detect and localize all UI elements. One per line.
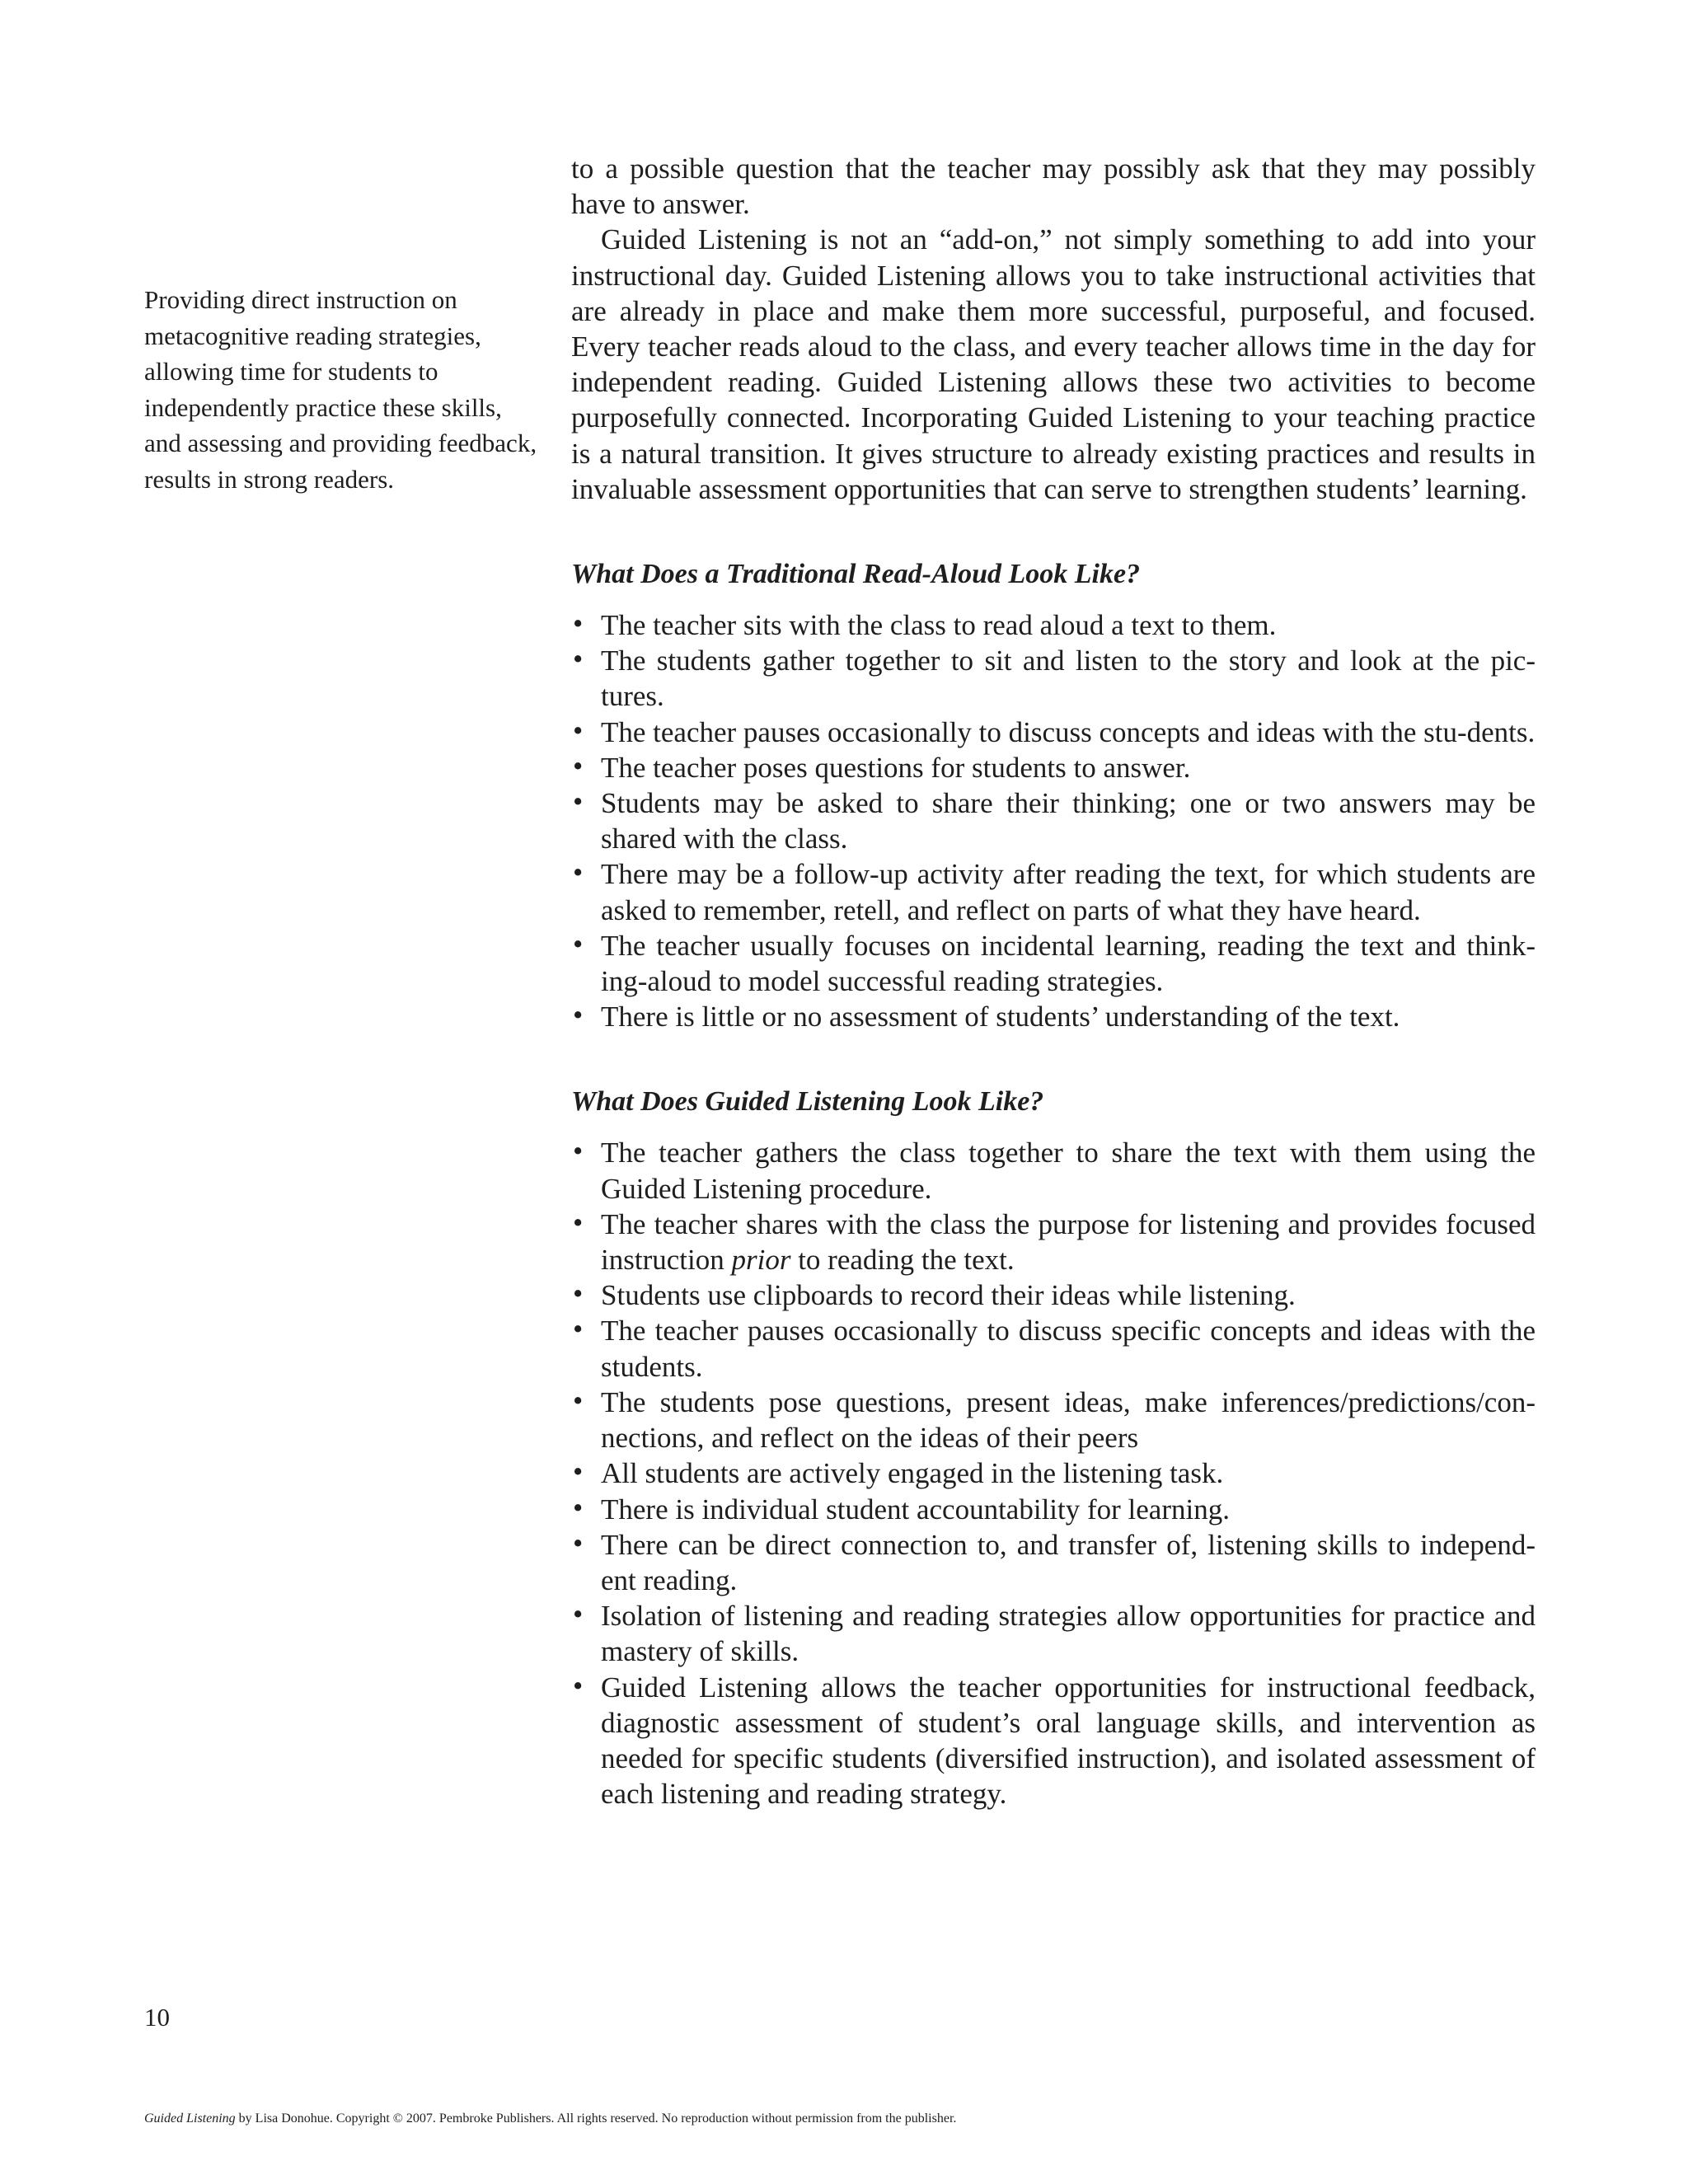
traditional-read-aloud-list [571,607,1536,1034]
section-heading-guided-listening: What Does Guided Listening Look Like? [571,1086,1044,1118]
list-item: • Students may be asked to share their thinking; one or two answers may be shared with the class. [573,785,1536,855]
bullet-icon: • [573,785,584,818]
list-item: • Students use clipboards to record their ideas while listening. [573,1277,1296,1312]
footer-book-title: Guided Listening [144,2111,236,2125]
list-item: • The students gather together to sit and listen to the story and look at the pic-tures. [573,643,1536,713]
list-item: • The teacher sits with the class to read aloud a text to them. [573,607,1277,642]
bullet-icon: • [573,1313,584,1346]
bullet-icon: • [573,1206,584,1239]
bullet-icon: • [573,856,584,889]
list-item: • The teacher pauses occasionally to discuss concepts and ideas with the stu-dents. [573,714,1536,748]
margin-note: Providing direct instruction on metacognitive reading strategies, allowing time for students to independently practice these skills, and assessing and providing feedback, results in strong readers. [144,285,537,494]
list-item: • There may be a follow-up activity after reading the text, for which students are asked to remember, retell, and reflect on parts of what they have heard. [573,856,1536,926]
footer-copyright-text: by Lisa Donohue. Copyright © 2007. Pembroke Publishers. All rights reserved. No reproduction without permission from the publisher. [235,2111,957,2125]
bullet-icon: • [573,1491,584,1524]
emphasis-prior: prior [731,1244,791,1277]
bullet-icon: • [573,1669,584,1702]
section-heading-traditional-read-aloud: What Does a Traditional Read-Aloud Look Like? [571,559,1141,590]
list-item: • There is individual student accountability for learning. [573,1491,1230,1526]
bullet-icon: • [573,1135,584,1168]
copyright-footer [144,2111,956,2126]
bullet-icon: • [573,927,584,960]
list-item: • The teacher shares with the class the purpose for listening and provides focused instruction prior to reading the text. [573,1206,1536,1277]
bullet-icon: • [573,1277,584,1310]
bullet-icon: • [573,1384,584,1417]
list-item: • The teacher usually focuses on incidental learning, reading the text and think-ing-aloud to model successful reading strategies. [573,927,1536,998]
bullet-icon: • [573,749,584,782]
list-item: • There is little or no assessment of students’ understanding of the text. [573,999,1400,1033]
list-item: • Guided Listening allows the teacher opportunities for instructional feedback, diagnostic assessment of student’s oral language skills, and intervention as needed for specific students (diversified instruction), and isolated assessment of each listening and reading strategy. [573,1669,1536,1811]
list-item: • The teacher poses questions for students to answer. [573,749,1191,784]
list-item: • Isolation of listening and reading strategies allow opportunities for practice and mastery of skills. [573,1598,1536,1668]
list-item: • All students are actively engaged in the listening task. [573,1455,1224,1490]
page-number: 10 [144,2003,170,2032]
main-column [571,151,1536,1811]
list-item: • There can be direct connection to, and transfer of, listening skills to independ-ent reading. [573,1526,1536,1596]
list-item: • The students pose questions, present ideas, make inferences/predictions/con-nections, and reflect on the ideas of their peers [573,1384,1536,1455]
guided-listening-list [571,1135,1536,1811]
bullet-icon: • [573,1455,584,1488]
bullet-icon: • [573,643,584,676]
bullet-icon: • [573,1526,584,1559]
continuation-paragraph: to a possible question that the teacher may possibly ask that they may possibly have to answer. [571,152,1536,221]
bullet-icon: • [573,1598,584,1631]
bullet-icon: • [573,607,584,640]
list-item: • The teacher pauses occasionally to discuss specific concepts and ideas with the students. [573,1313,1536,1383]
list-item: • The teacher gathers the class together to share the text with them using the Guided Listening procedure. [573,1135,1536,1205]
bullet-icon: • [573,714,584,747]
bullet-icon: • [573,999,584,1032]
body-paragraph: Guided Listening is not an “add-on,” not simply something to add into your instructional day. Guided Listening allows you to take instructional activities that are already in place and make them more successful, purposeful, and focused. Every teacher reads aloud to the class, and every teacher allows time in the day for independent reading. Guided Listening allows these two activities to become purposefully connected. Incorporating Guided Listening to your teaching practice is a natural transition. It gives structure to already existing practices and results in invaluable assessment opportunities that can serve to strengthen students’ learning. [571,223,1536,505]
